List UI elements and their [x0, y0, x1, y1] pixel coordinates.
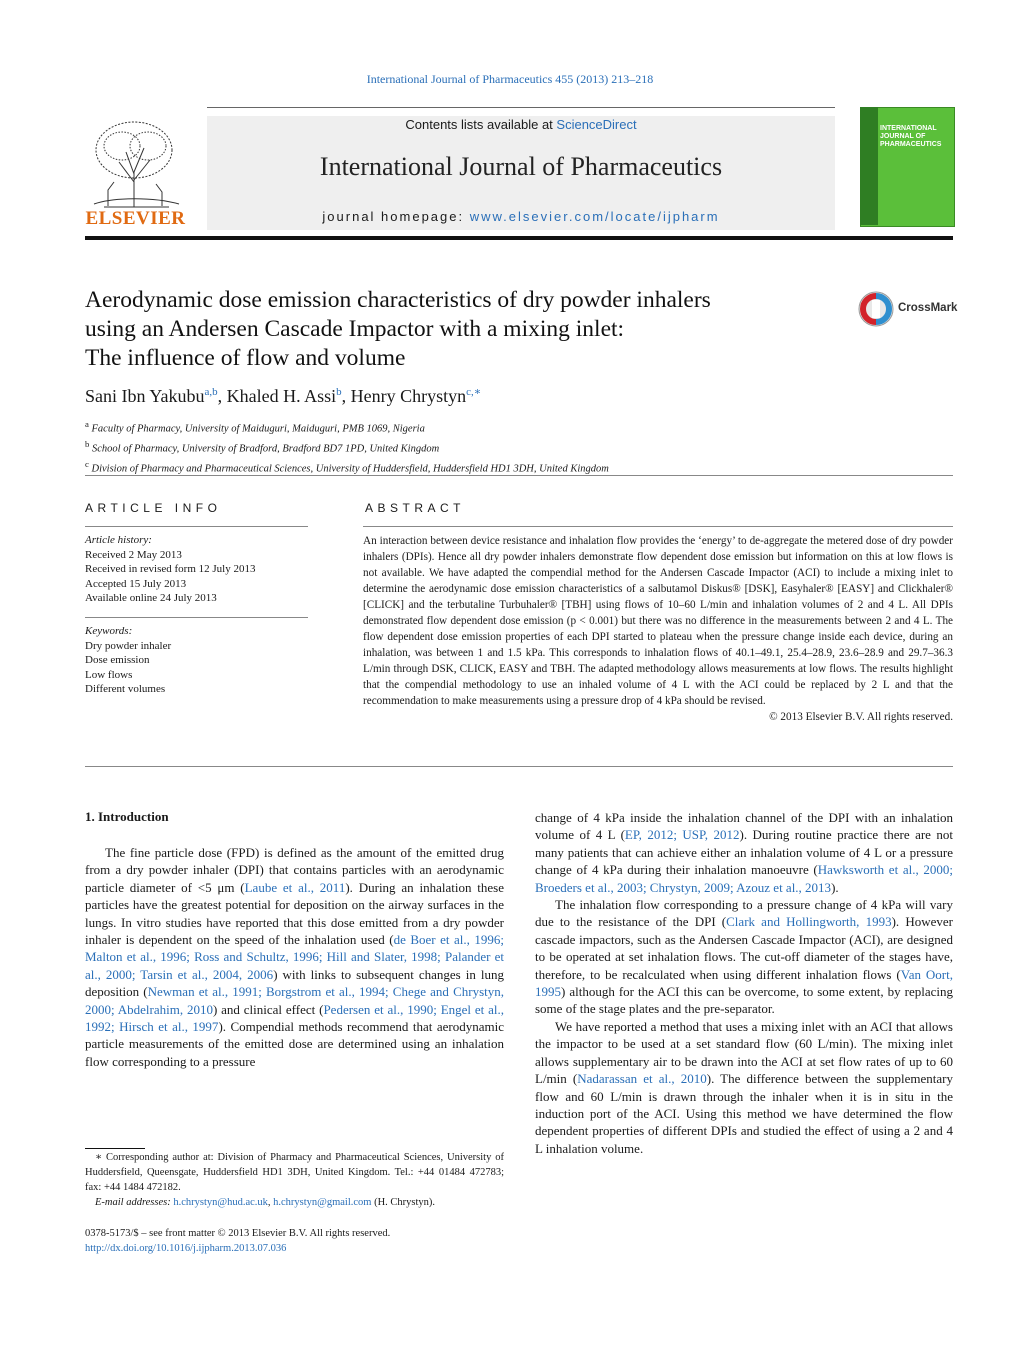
body-text: ) and clinical effect (	[212, 1001, 324, 1017]
citation-link[interactable]: EP, 2012; USP, 2012	[624, 827, 740, 843]
affiliation: $^b$ School of Pharmacy, University of Bradford, Bradford BD7 1PD, United Kingdom	[85, 439, 440, 455]
affiliation: $^a$ Faculty of Pharmacy, University of Maiduguri, Maiduguri, PMB 1069, Nigeria	[85, 419, 425, 435]
title-line: The influence of flow and volume	[85, 345, 406, 371]
divider	[85, 766, 953, 767]
citation-link[interactable]: Hawksworth et al., 2000; Broeders et al., 2003; Chrystyn, 2009; Azouz et al., 2013	[535, 862, 953, 895]
body-paragraph	[535, 809, 953, 896]
history-item: Received in revised form 12 July 2013	[85, 563, 256, 575]
citation-link[interactable]: Nadarassan et al., 2010	[577, 1071, 707, 1087]
sciencedirect-link[interactable]: ScienceDirect	[556, 117, 637, 132]
divider	[85, 475, 953, 476]
header-rule	[207, 107, 835, 108]
body-text: ) with links to subsequent changes in lung deposition (	[85, 966, 505, 1000]
body-column-right	[535, 809, 953, 1157]
divider	[85, 526, 308, 527]
journal-title: International Journal of Pharmaceutics	[319, 152, 723, 181]
issn-line: 0378-5173/$ – see front matter © 2013 Elsevier B.V. All rights reserved.	[85, 1228, 391, 1239]
body-text: ) although for the ACI this can be overcome, to some extent, by replacing some of the stage plates and the pre-separator.	[535, 984, 953, 1017]
email-link[interactable]: h.chrystyn@hud.ac.uk	[173, 1197, 268, 1208]
body-paragraph	[535, 896, 953, 1018]
author-name[interactable]: Khaled H. Assi	[226, 386, 337, 406]
footnote	[85, 1150, 504, 1210]
keyword: Dose emission	[85, 654, 150, 666]
section-heading: 1. Introduction	[85, 809, 169, 824]
header-thick-rule	[85, 236, 953, 240]
body-text: change of 4 kPa inside the inhalation channel of the DPI with an inhalation volume of 4 L (	[535, 810, 953, 843]
abstract-body	[363, 533, 953, 725]
body-text: The fine particle dose (FPD) is defined as the amount of the emitted drug from a dry powder inhaler (DPI) that contains particles with an aerodynamic particle diameter of <5 μm (	[85, 845, 504, 895]
author-name[interactable]: Sani Ibn Yakubu	[85, 386, 205, 406]
article-history	[85, 533, 310, 606]
body-text: The inhalation flow corresponding to a pressure change of 4 kPa will vary due to the resistance of the DPI (	[535, 897, 953, 930]
corresponding-author-note: ∗ Corresponding author at: Division of Pharmacy and Pharmaceutical Sciences, University of Huddersfield, Queensgate, Huddersfield HD1 3DH, United Kingdom. Tel.: +44 01484 472783; fax: +44 1484 472182.	[85, 1152, 504, 1193]
footnote-rule	[85, 1148, 145, 1149]
body-text: ). During routine practice there are not many patients that can achieve either an inhalation volume of 4 L or a pressure change of 4 kPa during their inhalation manoeuvre (	[535, 827, 954, 878]
abstract-copyright: © 2013 Elsevier B.V. All rights reserved.	[769, 711, 953, 723]
contents-prefix: Contents lists available at	[405, 117, 557, 132]
author-name[interactable]: Henry Chrystyn	[350, 386, 467, 406]
history-item: Accepted 15 July 2013	[85, 577, 187, 590]
body-text: ). However cascade impactors, such as the Andersen Cascade Impactor (ACI), are designed to be operated at set inhalation flows. The cut-off diameter of the stages have, therefore, to be recalculated when using different inhalation flows (	[535, 914, 953, 982]
author-affil-sup[interactable]: a,b	[204, 386, 218, 398]
author-affil-sup[interactable]: c,∗	[466, 386, 482, 398]
body-text: We have reported a method that uses a mixing inlet with an ACI that allows the impactor to be used at a set standard flow (60 L/min). The mixing inlet allows supplementary air to be drawn into the ACI at set flow rates of up to 60 L/min (	[535, 1018, 953, 1087]
body-text: ). The difference between the supplementary flow and 60 L/min is drawn through the inhaler when it is in situ in the induction port of the ACI. Using this method we have determined the flow dependent properties of different DPIs and studied the effect of using a 2 and 4 L inhalation volume.	[535, 1071, 953, 1156]
divider	[85, 617, 308, 618]
article-title	[85, 286, 845, 373]
title-line: Aerodynamic dose emission characteristics of dry powder inhalers	[85, 287, 711, 313]
journal-reference[interactable]: International Journal of Pharmaceutics 455 (2013) 213–218	[366, 72, 654, 86]
body-text: ). Compendial methods recommend that aerodynamic particle measurements of the emitted dose are determined using an inhalation flow corresponding to a pressure	[85, 1019, 504, 1069]
crossmark-badge[interactable]	[857, 290, 957, 330]
keyword: Dry powder inhaler	[85, 639, 172, 652]
abstract-text: An interaction between device resistance and inhalation flow provides the ‘energy’ to de-aggregate the metered dose of dry powder inhalers (DPIs). Hence all dry powder inhalers demonstrate flow dependent dose emission but information on this at low flows is not available. We have adapted the compendial method for the Andersen Cascade Impactor (ACI) to include a mixing inlet to determine the aerodynamic dose emission characteristics of a salbutamol Diskus® [DSK], Easyhaler® [EASY] and Clickhaler® [CLICK] and the terbutaline Turbuhaler® [TBH] using flows of 10–60 L/min and inhalation volumes of 2 and 4 L. All DPIs demonstrated flow dependent dose emission (p < 0.001) but there was no difference in the measurements between 2 and 4 L. The flow dependent dose emission properties of each DPI started to plateau when the pressure change inside each device, during an inhalation, was between 1 and 1.5 kPa. This corresponds to inhalation flows of 40.1–49.1, 25.4–28.9, 23.6–28.9 and 29.7–36.3 L/min through DSK, CLICK, EASY and TBH. The adapted methodology allows measurements at low flows. The results highlight that the compendial methodology to use an inhaled volume of 4 L with the ACI could be replaced by 2 L and that the recommendation to make measurements using a pressure drop of 4 kPa should be revised.	[363, 535, 953, 707]
citation-link[interactable]: de Boer et al., 1996; Malton et al., 1996; Ross and Schultz, 1996; Hill and Slater, 1998; Palander et al., 2000; Tarsin et al., 2004, 2006	[85, 932, 504, 982]
article-info-heading: ARTICLE INFO	[85, 501, 222, 515]
body-paragraph	[535, 1018, 953, 1157]
email-suffix: (H. Chrystyn).	[374, 1197, 436, 1208]
divider	[363, 526, 953, 527]
keyword: Low flows	[85, 668, 133, 681]
publisher-logo: ELSEVIER	[85, 208, 186, 229]
body-column-left	[85, 844, 504, 1070]
title-line: using an Andersen Cascade Impactor with a mixing inlet:	[85, 316, 625, 342]
cover-title: INTERNATIONAL JOURNAL OF PHARMACEUTICS	[880, 125, 942, 148]
contents-line	[207, 117, 835, 132]
affiliation: $^c$ Division of Pharmacy and Pharmaceutical Sciences, University of Huddersfield, Huddersfield HD1 3DH, United Kingdom	[85, 459, 609, 475]
citation-link[interactable]: Clark and Hollingworth, 1993	[726, 914, 892, 930]
front-matter-info	[85, 1226, 504, 1256]
history-item: Available online 24 July 2013	[85, 592, 217, 604]
crossmark-label: CrossMark	[898, 302, 958, 314]
keywords-label: Keywords:	[85, 625, 133, 637]
email-note: E-mail addresses: h.chrystyn@hud.ac.uk, h.chrystyn@gmail.com (H. Chrystyn).	[95, 1197, 436, 1208]
homepage-link[interactable]: www.elsevier.com/locate/ijpharm	[469, 209, 720, 224]
author-affil-sup[interactable]: b	[336, 386, 342, 398]
body-text: ). During an inhalation these particles have the greatest potential for deposition on the airway surfaces in the lungs. In vitro studies have reported that this dose emitted from a dry powder inhaler is dependent on the speed of the inhalation used (	[85, 879, 504, 948]
cover-strip	[860, 107, 878, 225]
crossmark-icon	[857, 290, 895, 328]
email-link[interactable]: h.chrystyn@gmail.com	[273, 1197, 372, 1208]
citation-link[interactable]: Newman et al., 1991; Borgstrom et al., 1994; Chege and Chrystyn, 2000; Abdelrahim, 2010	[85, 984, 504, 1017]
homepage-prefix: journal homepage:	[322, 209, 470, 224]
citation-link[interactable]: Pedersen et al., 1990; Engel et al., 1992; Hirsch et al., 1997	[85, 1001, 505, 1035]
affiliations	[85, 417, 953, 477]
history-item: Received 2 May 2013	[85, 548, 182, 561]
history-label: Article history:	[85, 534, 152, 546]
email-label: E-mail addresses:	[95, 1197, 171, 1208]
abstract-heading: ABSTRACT	[365, 501, 466, 515]
body-text: ).	[831, 879, 839, 895]
citation-link[interactable]: Van Oort, 1995	[535, 966, 953, 1000]
doi-link[interactable]: http://dx.doi.org/10.1016/j.ijpharm.2013.07.036	[85, 1243, 287, 1254]
citation-link[interactable]: Laube et al., 2011	[244, 879, 346, 895]
body-paragraph	[85, 844, 504, 1070]
keywords	[85, 624, 310, 697]
keyword: Different volumes	[85, 683, 166, 695]
journal-homepage	[207, 209, 835, 224]
author-list: Sani Ibn Yakubu$^{a,b}$, Khaled H. Assi$^b$, Henry Chrystyn$^{c,∗}$	[85, 386, 482, 406]
